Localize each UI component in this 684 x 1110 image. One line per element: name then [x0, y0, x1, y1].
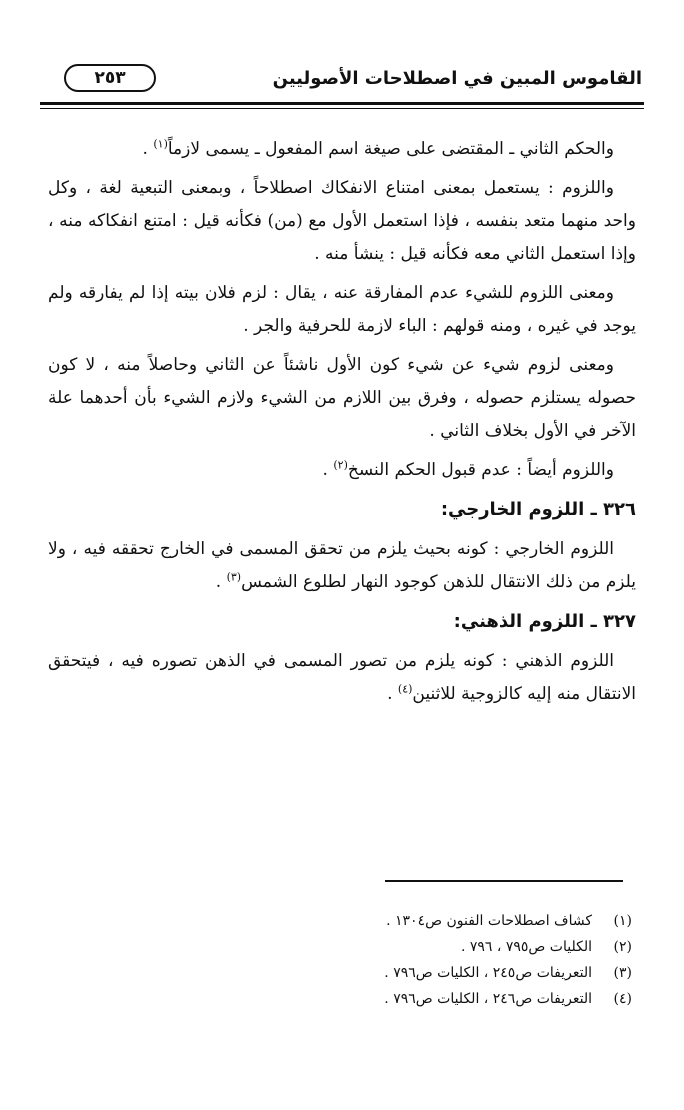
footnote-ref: (٤)	[397, 682, 413, 696]
paragraph	[48, 349, 636, 448]
paragraph-end: .	[387, 684, 398, 704]
footnote-mark: (٤)	[613, 991, 632, 1007]
running-title: القاموس المبين في اصطلاحات الأصوليين	[272, 68, 642, 89]
footnote-item	[48, 986, 632, 1012]
page-header	[40, 62, 644, 102]
paragraph	[48, 172, 636, 271]
footnote-text: التعريفات ص٢٤٦ ، الكليات ص٧٩٦ .	[384, 991, 592, 1007]
paragraph-end: .	[142, 139, 154, 159]
footnote-item	[48, 908, 632, 934]
footnote-mark: (٢)	[613, 939, 632, 955]
paragraph	[48, 277, 636, 343]
section-heading-327: ٣٢٧ ـ اللزوم الذهني:	[453, 611, 636, 632]
paragraph	[48, 454, 636, 487]
footnote-text: التعريفات ص٢٤٥ ، الكليات ص٧٩٦ .	[384, 965, 592, 981]
section-heading-326: ٣٢٦ ـ اللزوم الخارجي:	[440, 499, 636, 520]
footnote-separator	[385, 880, 623, 882]
footnote-item	[48, 960, 632, 986]
footnote-text: الكليات ص٧٩٥ ، ٧٩٦ .	[460, 939, 592, 955]
footnote-ref: (٣)	[226, 570, 242, 584]
footnote-text: كشاف اصطلاحات الفنون ص١٣٠٤ .	[386, 913, 592, 929]
footnote-item	[48, 934, 632, 960]
main-text	[48, 133, 636, 711]
paragraph	[48, 533, 636, 599]
header-rule-thin	[40, 108, 644, 109]
footnotes	[48, 908, 632, 1012]
header-rule	[40, 102, 644, 105]
paragraph-text: ومعنى لزوم شيء عن شيء كون الأول ناشئاً عن الثاني وحاصلاً منه ، لا كون حصوله يستلزم حصوله ، وفرق بين اللازم من الشيء ولازم الشيء بأن أحدهما علة الآخر في الأول بخلاف الثاني .	[48, 355, 636, 441]
paragraph-text: واللزوم أيضاً : عدم قبول الحكم النسخ	[347, 460, 614, 480]
footnote-ref: (١)	[153, 137, 168, 151]
paragraph-text: واللزوم : يستعمل بمعنى امتناع الانفكاك اصطلاحاً ، وبمعنى التبعية لغة ، وكل واحد منهما متعد بنفسه ، فإذا استعمل الأول مع (من) فكأنه قيل : امتنع انفكاكه منه ، وإذا استعمل الثاني معه فكأنه قيل : ينشأ منه .	[48, 178, 636, 264]
paragraph-text: اللزوم الذهني : كونه يلزم من تصور المسمى في الذهن تصوره فيه ، فيتحقق الانتقال منه إليه كالزوجية للاثنين	[48, 651, 636, 704]
footnote-mark: (١)	[613, 913, 632, 929]
page-number: ٢٥٣	[64, 64, 156, 92]
footnote-ref: (٢)	[333, 458, 348, 472]
paragraph-text: اللزوم الخارجي : كونه بحيث يلزم من تحقق المسمى في الخارج تحققه فيه ، ولا يلزم من ذلك الانتقال للذهن كوجود النهار لطلوع الشمس	[48, 539, 636, 592]
paragraph-end: .	[215, 572, 227, 592]
paragraph	[48, 645, 636, 711]
paragraph-text: ومعنى اللزوم للشيء عدم المفارقة عنه ، يقال : لزم فلان بيته إذا لم يفارقه ولم يوجد في غيره ، ومنه قولهم : الباء لازمة للحرفية والجر .	[48, 283, 636, 336]
paragraph-text: والحكم الثاني ـ المقتضى على صيغة اسم المفعول ـ يسمى لازماً	[167, 139, 614, 159]
paragraph	[48, 133, 636, 166]
paragraph-end: .	[322, 460, 334, 480]
footnote-mark: (٣)	[613, 965, 632, 981]
